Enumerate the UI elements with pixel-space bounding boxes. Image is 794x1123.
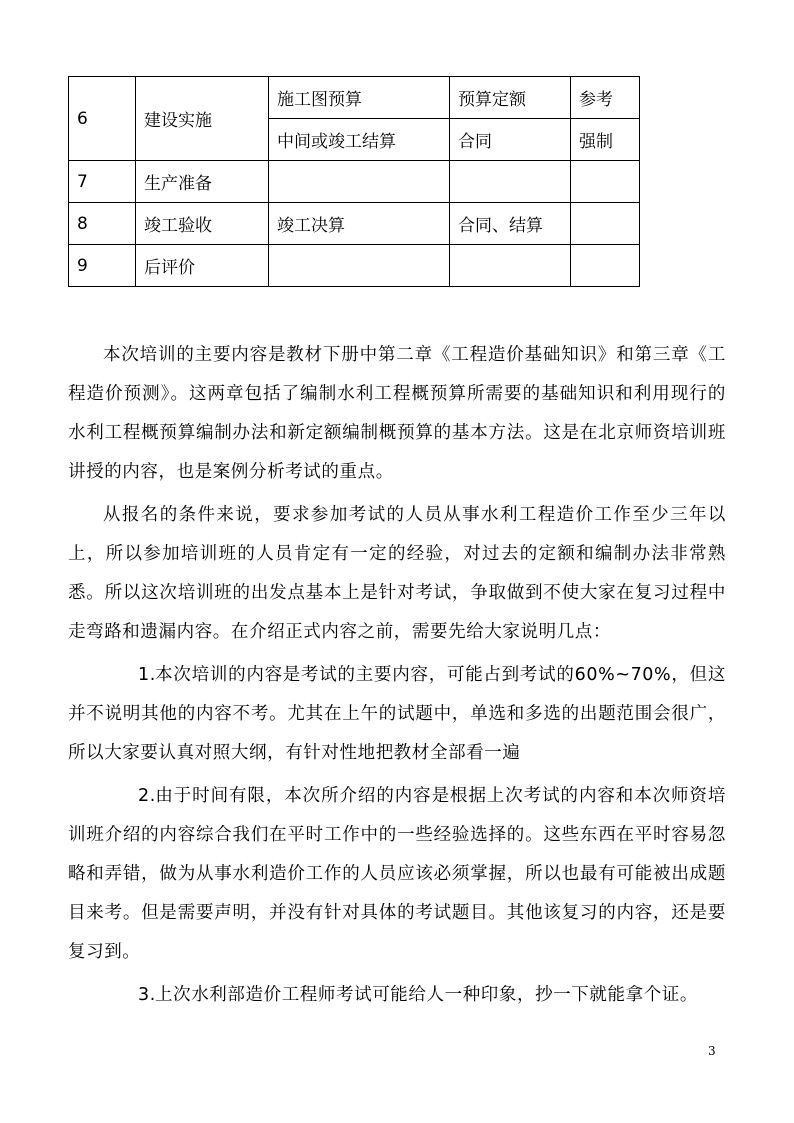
table-cell xyxy=(450,161,571,203)
paragraph: 本次培训的主要内容是教材下册中第二章《工程造价基础知识》和第三章《工程造价预测》。这两章包括了编制水利工程概预算所需要的基础知识和利用现行的水利工程概预算编制办法和新定额编制概预算的基本方法。这是在北京师资培训班讲授的内容，也是案例分析考试的重点。 xyxy=(68,345,726,482)
project-phase-table xyxy=(68,76,640,287)
table-cell: 竣工决算 xyxy=(269,203,450,245)
table-cell: 7 xyxy=(69,161,136,203)
list-number: 3. xyxy=(138,985,156,1005)
table-row xyxy=(69,203,640,245)
table-row xyxy=(69,161,640,203)
table-cell: 强制 xyxy=(571,119,640,161)
list-item xyxy=(68,777,726,972)
list-text: 上次水利部造价工程师考试可能给人一种印象，抄一下就能拿个证。 xyxy=(155,985,698,1005)
table-cell: 中间或竣工结算 xyxy=(269,119,450,161)
table-cell: 6 xyxy=(69,77,136,161)
table-cell xyxy=(571,203,640,245)
list-text: 本次培训的内容是考试的主要内容，可能占到考试的60%~70%，但这并不说明其他的内容不考。尤其在上午的试题中，单选和多选的出题范围会很广，所以大家要认真对照大纲，有针对性地把教材全部看一遍 xyxy=(68,665,726,763)
table-cell: 预算定额 xyxy=(450,77,571,119)
table-cell: 合同、结算 xyxy=(450,203,571,245)
table-cell: 参考 xyxy=(571,77,640,119)
table-cell: 8 xyxy=(69,203,136,245)
table-row xyxy=(69,77,640,119)
table-cell: 施工图预算 xyxy=(269,77,450,119)
list-item xyxy=(68,656,726,773)
list-number: 1. xyxy=(138,665,156,685)
table-cell: 生产准备 xyxy=(136,161,269,203)
table-cell xyxy=(571,161,640,203)
table-cell xyxy=(269,161,450,203)
page-number: 3 xyxy=(708,1044,716,1058)
list-item xyxy=(68,976,726,1015)
table-cell xyxy=(269,245,450,287)
list-text: 由于时间有限，本次所介绍的内容是根据上次考试的内容和本次师资培训班介绍的内容综合我们在平时工作中的一些经验选择的。这些东西在平时容易忽略和弄错，做为从事水利造价工作的人员应该必须掌握，所以也最有可能被出成题目来考。但是需要声明，并没有针对具体的考试题目。其他该复习的内容，还是要复习到。 xyxy=(68,786,726,962)
table-cell xyxy=(450,245,571,287)
table-cell: 竣工验收 xyxy=(136,203,269,245)
list-number: 2. xyxy=(138,786,156,806)
paragraph: 从报名的条件来说，要求参加考试的人员从事水利工程造价工作至少三年以上，所以参加培训班的人员肯定有一定的经验，对过去的定额和编制办法非常熟悉。所以这次培训班的出发点基本上是针对考试，争取做到不使大家在复习过程中走弯路和遗漏内容。在介绍正式内容之前，需要先给大家说明几点： xyxy=(68,505,726,642)
table-cell: 建设实施 xyxy=(136,77,269,161)
body-text xyxy=(68,336,726,1019)
table-cell: 后评价 xyxy=(136,245,269,287)
table-cell xyxy=(571,245,640,287)
table-row xyxy=(69,245,640,287)
table-cell: 9 xyxy=(69,245,136,287)
table-cell: 合同 xyxy=(450,119,571,161)
